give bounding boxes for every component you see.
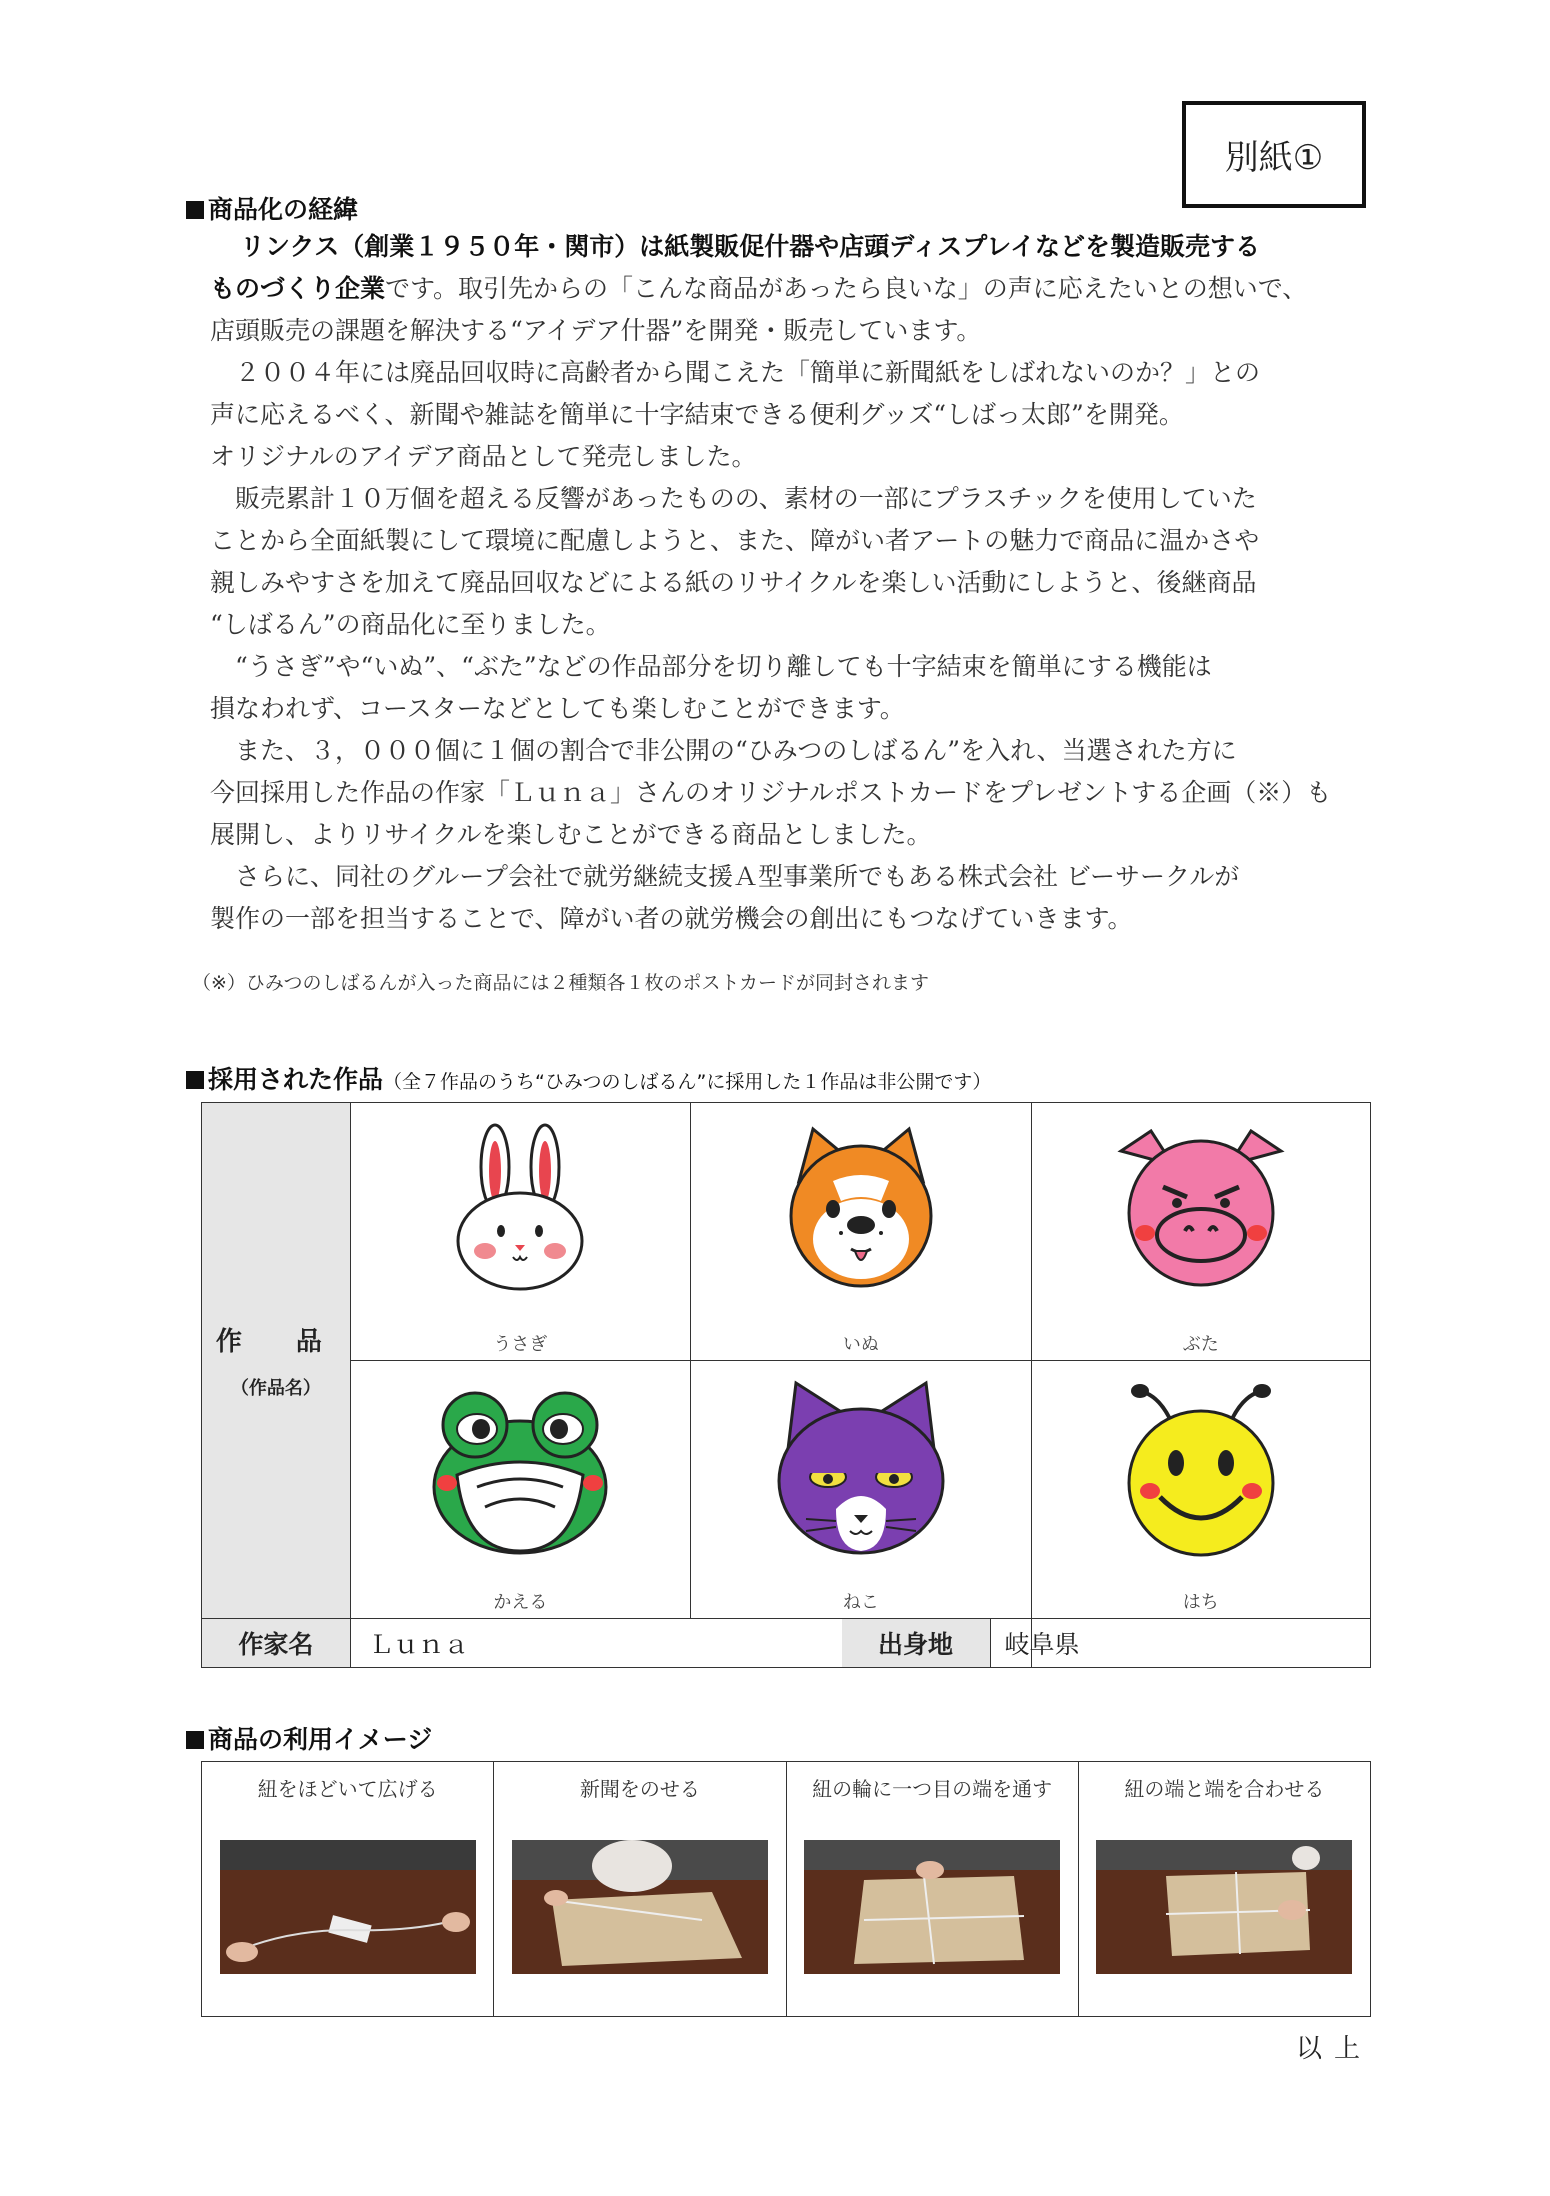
- footnote: （※）ひみつのしばるんが入った商品には２種類各１枚のポストカードが同封されます: [192, 972, 929, 994]
- origin-label: 出身地: [842, 1619, 991, 1667]
- text-line: 親しみやすさを加えて廃品回収などによる紙のリサイクルを楽しい活動にしようと、後継商品: [210, 568, 1257, 597]
- bee-face-icon: [1106, 1379, 1296, 1559]
- work-name: ねこ: [842, 1592, 879, 1613]
- step-photo-untie-string: [220, 1840, 476, 1974]
- text-line: 損なわれず、コースターなどとしても楽しむことができます。: [210, 694, 905, 723]
- work-cell-bee: [1031, 1361, 1370, 1619]
- work-name: かえる: [493, 1592, 548, 1613]
- work-name: うさぎ: [493, 1334, 548, 1355]
- work-name: はち: [1182, 1592, 1219, 1613]
- text-line: “うさぎ”や“いぬ”、“ぶた”などの作品部分を切り離しても十字結束を簡単にする機能は: [210, 652, 1212, 681]
- usage-step-3: 紐の輪に一つ目の端を通す: [786, 1762, 1078, 2017]
- background-paragraphs: [210, 226, 1370, 940]
- work-cell-rabbit: [350, 1103, 690, 1361]
- text-line: ２００４年には廃品回収時に高齢者から聞こえた「簡単に新聞紙をしばれないのか？」との: [210, 358, 1261, 387]
- attachment-tag: 別紙①: [1182, 101, 1366, 208]
- text-line: 店頭販売の課題を解決する“アイデア什器”を開発・販売しています。: [210, 316, 982, 345]
- section-heading-works: 採用された作品（全７作品のうち“ひみつのしばるん”に採用した１作品は非公開です）: [186, 1060, 991, 1096]
- work-cell-dog: [691, 1103, 1031, 1361]
- text-line: ものづくり企業です。取引先からの「こんな商品があったら良いな」の声に応えたいとの想いで、: [210, 274, 1308, 303]
- usage-step-1: 紐をほどいて広げる: [202, 1762, 494, 2017]
- usage-table: [201, 1761, 1371, 2017]
- section-heading-usage: 商品の利用イメージ: [186, 1720, 432, 1756]
- text-line: 今回採用した作品の作家「Ｌｕｎａ」さんのオリジナルポストカードをプレゼントする企画（※）も: [210, 778, 1332, 807]
- text-line: オリジナルのアイデア商品として発売しました。: [210, 442, 757, 471]
- origin-value: 岐阜県: [1004, 1630, 1080, 1659]
- text-line: リンクス（創業１９５０年・関市）は紙製販促什器や店頭ディスプレイなどを製造販売する: [240, 232, 1261, 261]
- cat-face-icon: [766, 1379, 956, 1559]
- text-line: 声に応えるべく、新聞や雑誌を簡単に十字結束できる便利グッズ“しばっ太郎”を開発。: [210, 400, 1184, 429]
- step-photo-place-newspaper: [512, 1840, 768, 1974]
- text-line: また、３，０００個に１個の割合で非公開の“ひみつのしばるん”を入れ、当選された方に: [210, 736, 1237, 765]
- square-bullet-icon: [186, 1731, 204, 1749]
- artist-label: 作家名: [202, 1619, 351, 1668]
- rabbit-face-icon: [453, 1121, 587, 1291]
- work-name: ぶた: [1182, 1334, 1219, 1355]
- usage-step-2: 新聞をのせる: [494, 1762, 786, 2017]
- work-name: いぬ: [842, 1334, 879, 1355]
- square-bullet-icon: [186, 201, 204, 219]
- text-line: さらに、同社のグループ会社で就労継続支援Ａ型事業所でもある株式会社 ビーサークルが: [210, 862, 1240, 891]
- section-heading-background: 商品化の経緯: [186, 190, 358, 226]
- text-line: 展開し、よりリサイクルを楽しむことができる商品としました。: [210, 820, 932, 849]
- works-table: [201, 1102, 1371, 1668]
- text-line: 販売累計１０万個を超える反響があったものの、素材の一部にプラスチックを使用していた: [210, 484, 1257, 513]
- work-cell-cat: [691, 1361, 1031, 1619]
- work-cell-frog: [350, 1361, 690, 1619]
- step-photo-join-ends: [1096, 1840, 1352, 1974]
- text-line: “しばるん”の商品化に至りました。: [210, 610, 611, 639]
- end-mark: 以上: [1295, 2034, 1372, 2064]
- step-photo-pass-string: [804, 1840, 1060, 1974]
- frog-face-icon: [425, 1379, 615, 1559]
- works-label-cell: 作 品 （作品名）: [202, 1103, 351, 1619]
- dog-face-icon: [771, 1121, 951, 1291]
- origin-cell: [878, 1619, 1370, 1668]
- usage-step-4: 紐の端と端を合わせる: [1078, 1762, 1370, 2017]
- pig-face-icon: [1111, 1121, 1291, 1291]
- work-cell-pig: [1031, 1103, 1370, 1361]
- text-line: 製作の一部を担当することで、障がい者の就労機会の創出にもつなげていきます。: [210, 904, 1133, 933]
- artist-value: Ｌｕｎａ: [350, 1619, 1031, 1668]
- text-line: ことから全面紙製にして環境に配慮しようと、また、障がい者アートの魅力で商品に温かさや: [210, 526, 1260, 555]
- square-bullet-icon: [186, 1071, 204, 1089]
